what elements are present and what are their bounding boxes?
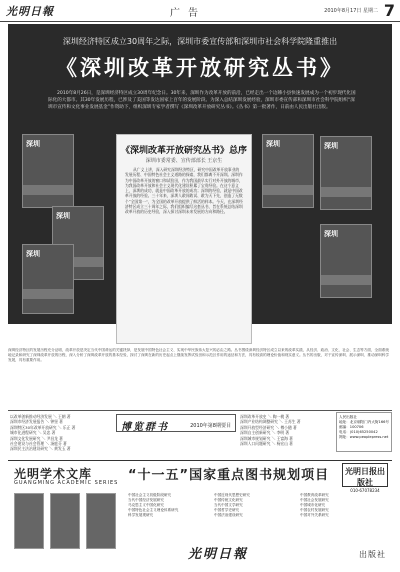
book-listing: 以改革创新推动经济发展 ＼ 王朝 著 深圳市经济发展报告 ＼ 钟坚 著 深圳特区30年改革开放研究 ＼ 乐正 著 城市化进程研究 ＼ 吴忠 著 深圳文化发展研究 ＼ 尹昌龙 著 社会建设与社会管理 ＼ 汤庭芬 著 深圳民主法治建设研究 ＼ 黄发玉 著 bbox=[10, 414, 76, 452]
divider bbox=[8, 410, 392, 411]
series-english: GUANGMING ACADEMIC SERIES bbox=[14, 480, 119, 486]
dateline: 2010年8月17日 星期二 bbox=[324, 8, 378, 14]
book-cover bbox=[320, 136, 372, 210]
series-name: 光明学术文库 bbox=[14, 467, 93, 481]
book-title: 深圳 bbox=[26, 250, 40, 258]
intro-paragraph: 2010年8月26日，是深圳经济特区成立30周年纪念日。30年来，深圳作为改革开放的前沿，已经走出一个边陲小县快速发展成为一个初步现代化国际化的大都市。其30年发展历程，已涉及了美国等发达国家上百年的发展阶段。为深入总结深圳发展经验，深圳市委宣传部和深圳市社会科学院组织“深圳市宣传和文化事业发展基金”作资助下，组织深圳专家学者撰写《深圳改革开放研究丛书》。《丛书》第一批著作，日前由人民出版社出版。 bbox=[48, 91, 356, 111]
preface-title: 《深圳改革开放研究丛书》总序 bbox=[120, 146, 247, 156]
plan-title: “十一五”国家重点图书规划项目 bbox=[128, 468, 330, 483]
newspaper-logo: 光明日報 bbox=[6, 5, 54, 18]
magazine-issue: 2010年第8期要目 bbox=[190, 423, 231, 429]
book-list: 中国近现代思想史研究 中国传统文化研究 当代中国文学研究 中国哲学史研究 中国法治建设研究 bbox=[214, 493, 250, 517]
publisher-logo: 光明日報 bbox=[188, 547, 249, 562]
book-cover bbox=[50, 493, 80, 549]
publisher-contact: 人民出版社 地址：北京朝阳门内大街166号 邮编：100706 电话：(010)65250042 网址：www.peoplepress.net bbox=[336, 412, 392, 452]
book-title: 深圳 bbox=[324, 230, 338, 238]
publisher-label: 出版社 bbox=[359, 550, 386, 559]
book-title: 深圳 bbox=[26, 140, 40, 148]
book-title: 深圳 bbox=[56, 212, 70, 220]
section-label: 广告 bbox=[170, 8, 206, 19]
press-name: 光明日报出版社 bbox=[345, 467, 385, 487]
preface-body: 从广义上讲，深入研究深圳经济特区，研究中国改革开放事业的发展历程、中国特色社会主义道路的探索，我们都离不开深圳。深圳作为中国改革开放的窗口和试验田，作为我国最早实行对外开放的城市，为我国改革开放和社会主义现代化建设积累了宝贵经验。在这个意义上，深圳的成功，就是中国改革开放的成功；深圳的经验，就是中国改革开放的经验。三十年来，深圳人敢闯敢试、敢为天下先，创造了无数个“全国第一”，为全国的改革开放提供了鲜活的样本。今天，在深圳经济特区成立三十周年之际，我们组织编写这套丛书，旨在系统总结深圳改革开放的历史经验，深入探讨深圳未来发展的方向和路径。 bbox=[125, 167, 243, 215]
preface-author: 深圳市委常委、宣传部部长 王京生 bbox=[145, 158, 223, 164]
book-cover bbox=[320, 224, 372, 298]
headline: 《深圳改革开放研究丛书》 bbox=[56, 55, 344, 80]
magazine-name: 博览群书 bbox=[121, 422, 169, 433]
book-title: 深圳 bbox=[266, 140, 280, 148]
book-list: 中国社会主义初级阶段研究 当代中国经济发展研究 马克思主义中国化研究 中国特色社会主义理论体系研究 科学发展观研究 bbox=[128, 493, 179, 517]
press-badge bbox=[342, 463, 388, 493]
book-cover bbox=[86, 493, 116, 549]
cover-strip bbox=[14, 493, 118, 549]
page-number: 7 bbox=[383, 1, 395, 20]
book-cover bbox=[262, 134, 314, 208]
book-cover bbox=[22, 134, 74, 208]
book-listing: 深圳改革开放史 ＼ 陶一桃 著 深圳产业结构调整研究 ＼ 王苏生 著 深圳开放型经济研究 ＼ 傅小随 著 深圳自主创新研究 ＼ 李明 著 深圳城市规划研究 ＼ 王富海 著 深圳人口问题研究 ＼ 杨宏山 著 bbox=[240, 414, 301, 447]
book-list: 中国教育改革研究 中国社会发展研究 中国城市化研究 中国农村发展研究 中国对外关系研究 bbox=[300, 493, 329, 517]
magazine-brand bbox=[116, 414, 236, 432]
book-title: 深圳 bbox=[324, 142, 338, 150]
advertisement bbox=[8, 460, 392, 568]
book-cover bbox=[14, 493, 44, 549]
preface-panel bbox=[116, 134, 252, 344]
book-cover bbox=[22, 244, 74, 314]
masthead bbox=[0, 0, 400, 22]
article-body: 深圳经济特区的发展历程充分证明，改革开放是决定当代中国命运的关键抉择，是发展中国特色社会主义、实现中华民族伟大复兴的必由之路。丛书围绕深圳经济特区成立以来的改革实践，从经济、政治、文化、社会、生态等方面，全面系统地记录和研究了深圳改革开放的历程，深入分析了深圳改革开放的基本经验，探讨了深圳在新的历史起点上继续发挥试验田和示范区作用的途径和方法，具有较高的理论价值和现实意义。丛书的出版，对于宣传深圳、展示深圳、推动深圳科学发展，具有重要作用。 bbox=[8, 348, 389, 362]
kicker: 深圳经济特区成立30周年之际，深圳市委宣传部和深圳市社会科学院隆重推出 bbox=[62, 37, 338, 46]
press-phone: 010-67078234 bbox=[350, 488, 380, 493]
